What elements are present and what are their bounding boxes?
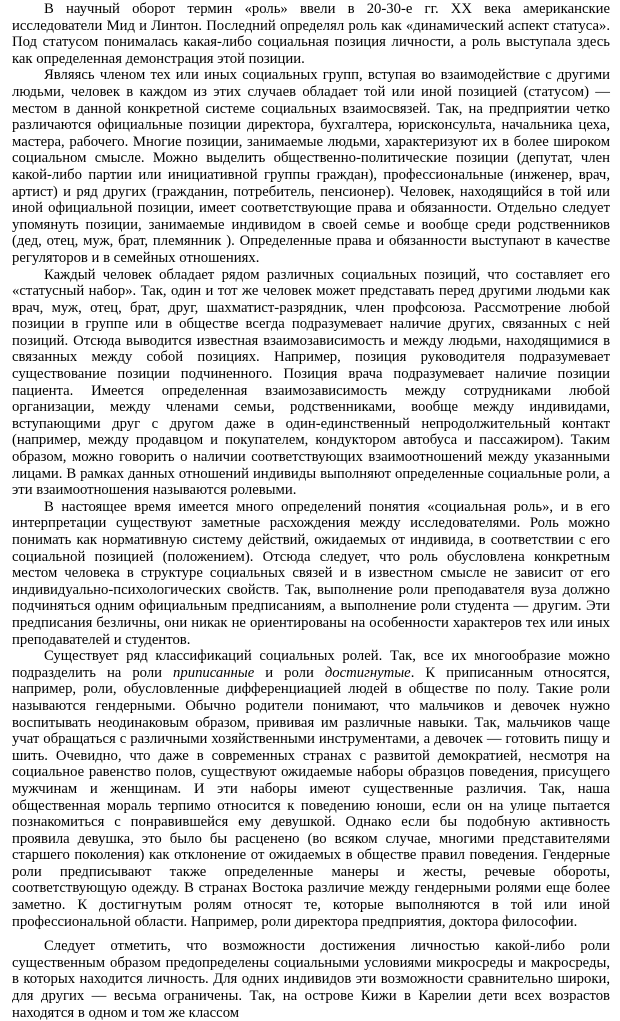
paragraph-role-classification	[12, 648, 610, 930]
classification-text-end: . К приписанным относятся, например, роли, обусловленные дифференциацией людей в обществе по полу. Такие роли называются гендерными. Обычно родители понимают, что мальчиков и девочек нужно воспитывать неодинаковым образом, прививая им различные навыки. Так, мальчиков чаще учат обращаться с различными хозяйственными инструментами, а девочек — готовить пищу и шить. Очевидно, что даже в современных странах с развитой демократией, несмотря на социальное равенство полов, существуют ожидаемые наборы образцов поведения, присущего мужчинам и женщинам. И эти наборы имеют существенные различия. Так, наша общественная мораль терпимо относится к поведению юноши, если он на улице пытается познакомиться с понравившейся ему девушкой. Однако если бы подобную активность проявила девушка, это было бы расценено (во всяком случае, многими представителями старшего поколения) как отклонение от ожидаемых в обществе правил поведения. Гендерные роли предписывают также определенные манеры и жесты, речевые обороты, соответствующую одежду. В странах Востока различие между гендерными ролями еще более заметно. К достигнутым ролям относят те, которые выполняются в той или иной профессиональной области. Например, роли директора предприятия, доктора философии.	[12, 664, 611, 930]
term-ascribed: приписанные	[173, 664, 255, 681]
term-achieved: достигнутые	[324, 664, 411, 681]
paragraph-social-positions: Являясь членом тех или иных социальных групп, вступая во взаимодействие с другими людьми, человек в каждом из этих случаев обладает той или иной позицией (статусом) — местом в данной конкретной системе социальных взаимосвязей. Так, на предприятии четко различаются официальные позиции директора, бухгалтера, юрисконсульта, начальника цеха, мастера, рабочего. Многие позиции, занимаемые людьми, характеризуют их в более широком социальном смысле. Можно выделить общественно-политические позиции (депутат, член какой-либо партии или инициативной группы граждан), профессиональные (инженер, врач, артист) и ряд других (гражданин, потребитель, пенсионер). Человек, находящийся в той или иной официальной позиции, имеет соответствующие права и обязанности. Отдельно следует упомянуть позиции, занимаемые индивидом в своей семье и вообще среди родственников (дед, отец, муж, брат, племянник ). Определенные права и обязанности выступают в качестве регуляторов и в семейных отношениях.	[12, 67, 610, 266]
paragraph-term-origin: В научный оборот термин «роль» ввели в 20-30-е гг. XX века американские исследователи Мид и Линтон. Последний определял роль как «динамический аспект статуса». Под статусом понималась какая-либо социальная позиция личности, а роль выступала здесь как определенная демонстрация этой позиции.	[12, 1, 610, 67]
paragraph-role-achievement: Следует отметить, что возможности достижения личностью какой-либо роли существенным образом предопределены социальными условиями микросреды и макросреды, в которых находится личность. Для одних индивидов эти возможности сравнительно широки, для других — весьма ограничены. Так, на острове Кижи в Карелии дети всех возрастов находятся в одном и том же классом	[12, 938, 610, 1021]
paragraph-role-definitions: В настоящее время имеется много определений понятия «социальная роль», и в его интерпретации существуют заметные расхождения между исследователями. Роль можно понимать как нормативную систему действий, ожидаемых от индивида, в соответствии с его социальной позицией (положением). Отсюда следует, что роль обусловлена конкретным местом человека в структуре социальных связей и в известном смысле не зависит от его индивидуально-психологических свойств. Так, выполнение роли преподавателя вуза должно подчиняться одним официальным предписаниям, а выполнение роли студента — другим. Эти предписания безличны, они никак не ориентированы на особенности характеров тех или иных преподавателей и студентов.	[12, 498, 610, 648]
classification-text-start: Существует ряд классификаций социальных ролей. Так, все их многообразие можно подразделить на роли	[12, 648, 610, 681]
paragraph-status-set: Каждый человек обладает рядом различных социальных позиций, что составляет его «статусный набор». Так, один и тот же человек может представать перед другими людьми как врач, муж, отец, брат, друг, шахматист-разрядник, член профсоюза. Рассмотрение любой позиции в группе или в обществе всегда подразумевает наличие других, связанных с ней позиций. Отсюда выводится известная взаимозависимость и между людьми, находящимися в связанных между собой позициях. Например, позиция руководителя подразумевает существование позиции подчиненного. Позиция врача подразумевает наличие позиции пациента. Имеется определенная взаимозависимость между сотрудниками любой организации, между членами семьи, родственниками, вообще между индивидами, вступающими друг с другом даже в один-единственный непродолжительный контакт (например, между продавцом и покупателем, кондуктором автобуса и пассажиром). Таким образом, можно говорить о наличии соответствующих взаимоотношений между указанными лицами. В рамках данных отношений индивиды выполняют определенные социальные роли, а эти взаимоотношения называются ролевыми.	[12, 266, 610, 499]
classification-text-middle: и роли	[254, 664, 325, 681]
